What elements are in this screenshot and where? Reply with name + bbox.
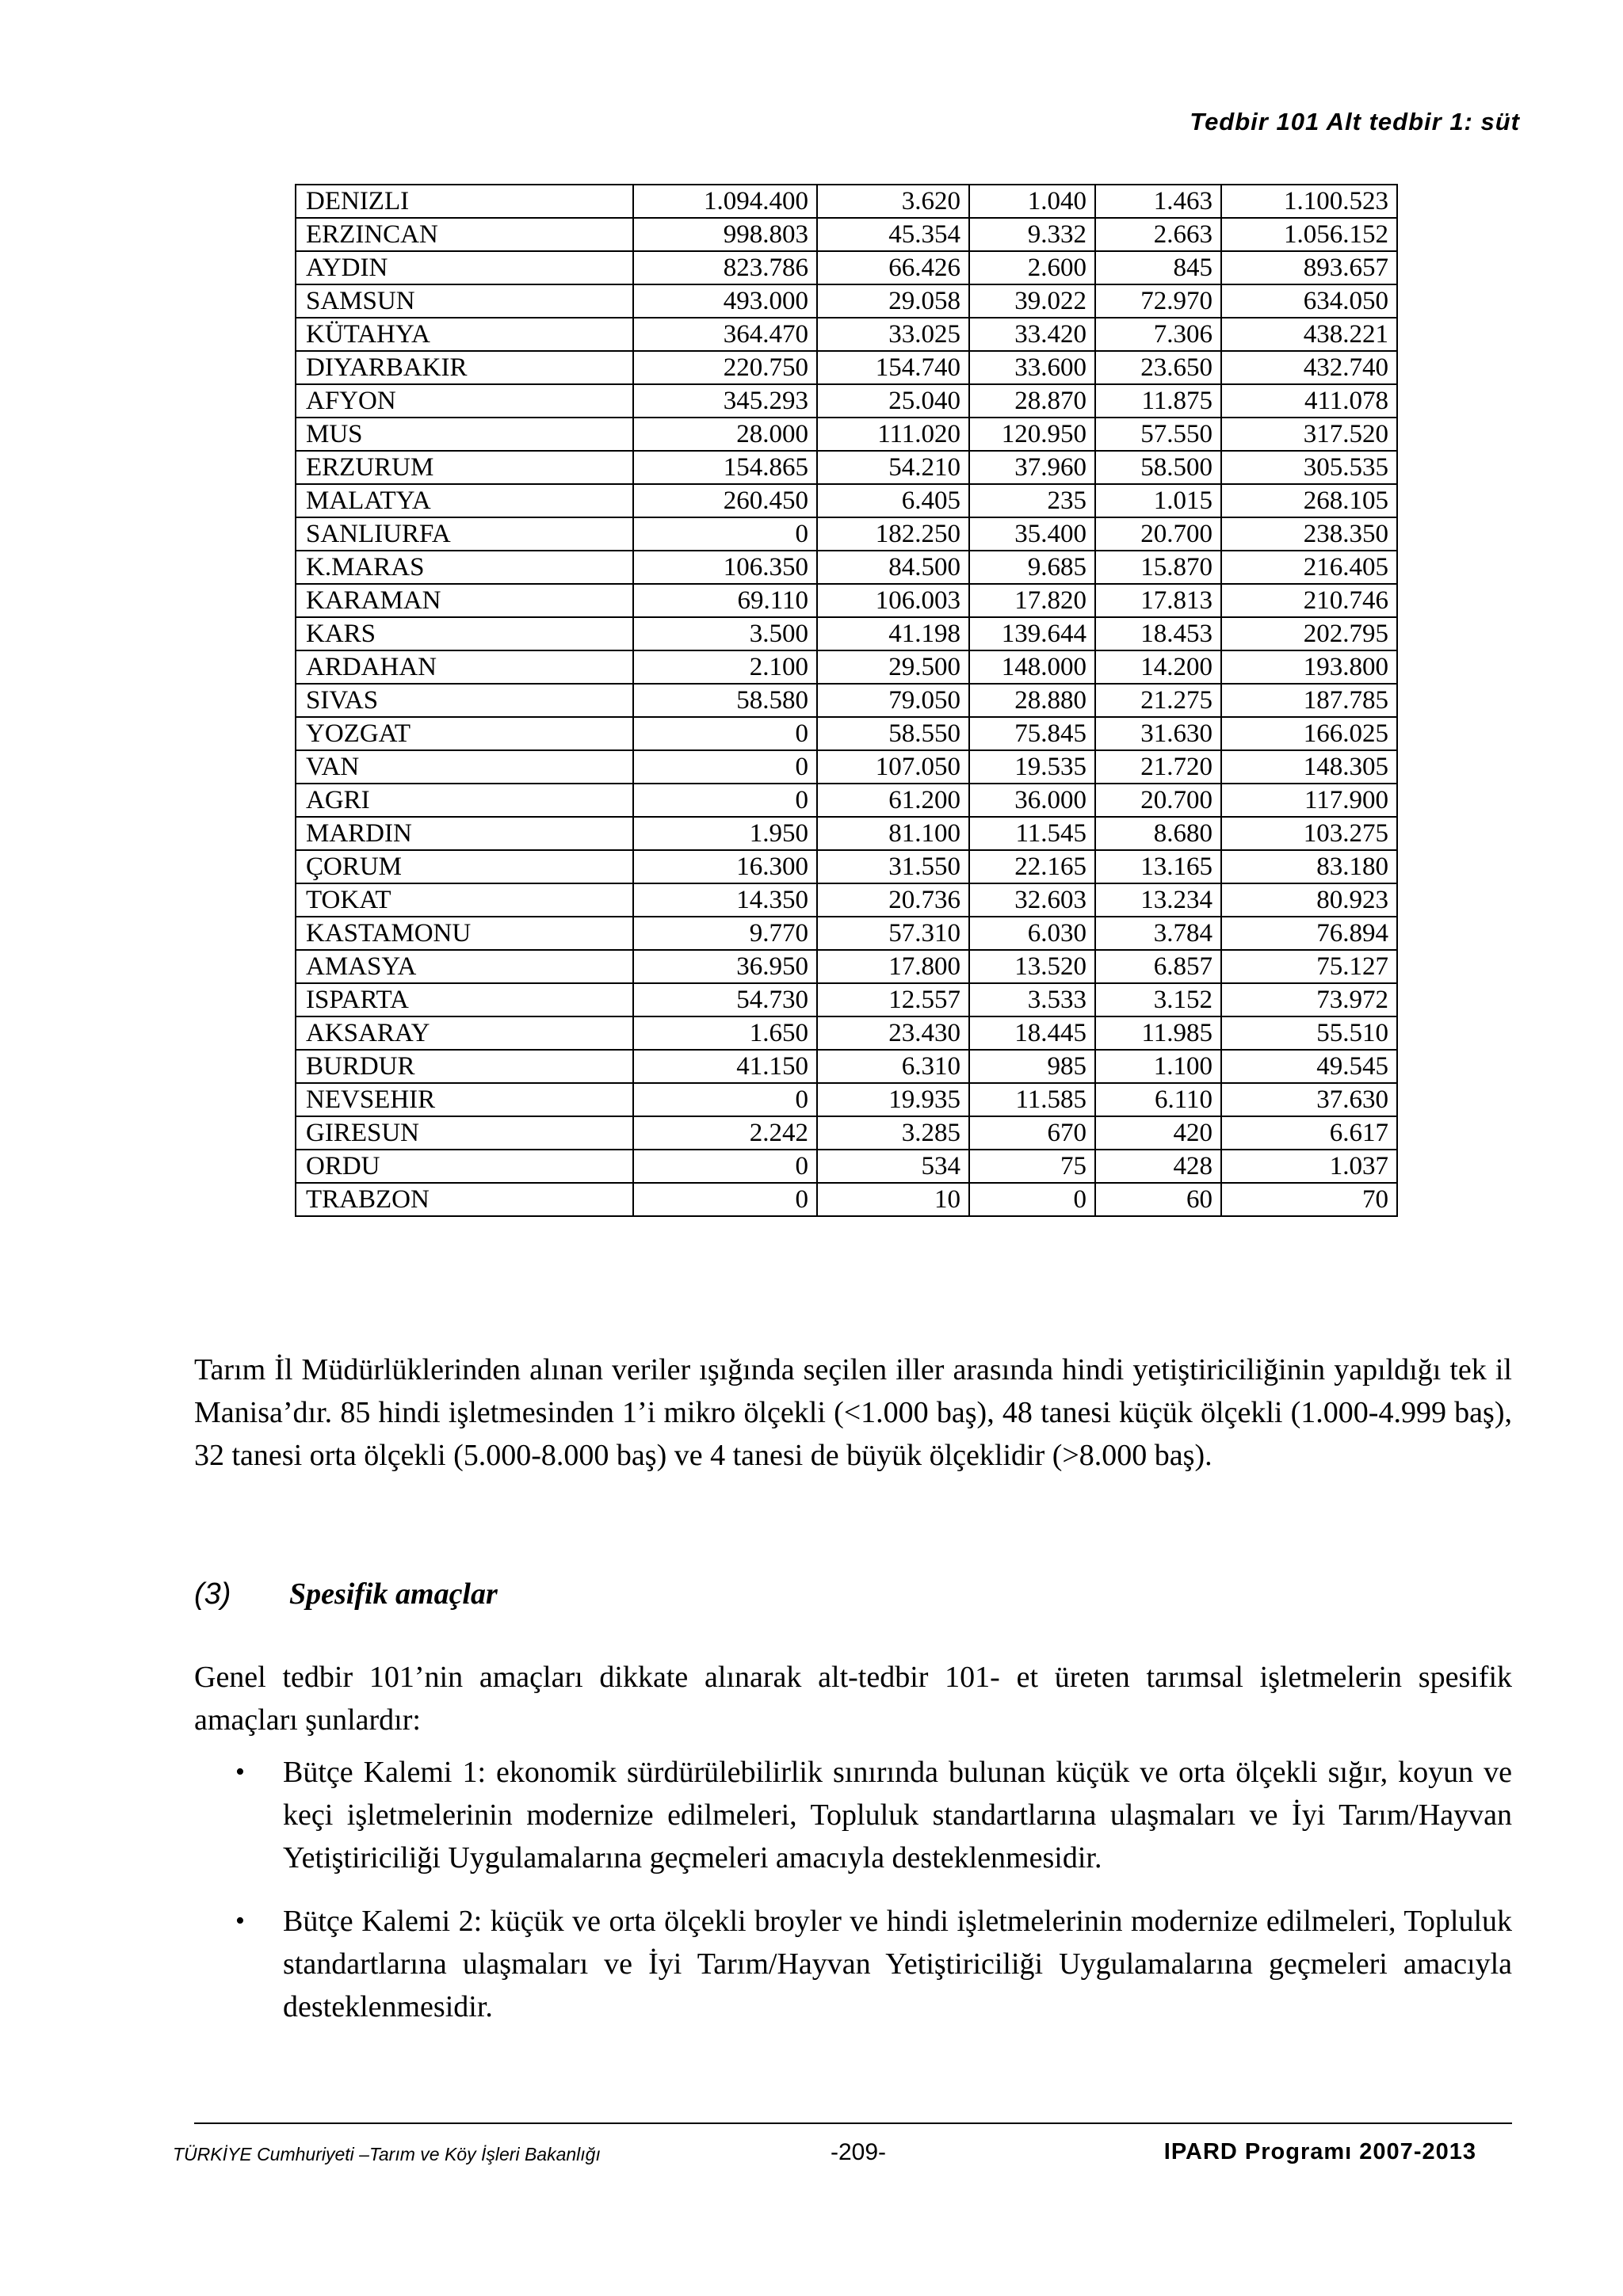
table-row [296,318,1397,351]
table-row [296,883,1397,917]
value-cell: 3.152 [1095,983,1221,1016]
value-cell: 1.094.400 [633,185,817,218]
value-cell: 985 [969,1050,1095,1083]
value-cell: 45.354 [817,218,969,251]
value-cell: 182.250 [817,517,969,551]
value-cell: 432.740 [1221,351,1397,384]
value-cell: 16.300 [633,850,817,883]
value-cell: 39.022 [969,284,1095,318]
value-cell: 54.210 [817,451,969,484]
value-cell: 0 [633,1183,817,1216]
province-cell: MARDIN [296,817,633,850]
value-cell: 9.685 [969,551,1095,584]
value-cell: 32.603 [969,883,1095,917]
table-row [296,1016,1397,1050]
value-cell: 60 [1095,1183,1221,1216]
province-cell: KARAMAN [296,584,633,617]
province-cell: MALATYA [296,484,633,517]
value-cell: 13.165 [1095,850,1221,883]
value-cell: 6.030 [969,917,1095,950]
value-cell: 76.894 [1221,917,1397,950]
value-cell: 3.533 [969,983,1095,1016]
province-cell: SIVAS [296,684,633,717]
value-cell: 148.305 [1221,750,1397,784]
value-cell: 106.003 [817,584,969,617]
value-cell: 58.550 [817,717,969,750]
value-cell: 0 [633,750,817,784]
value-cell: 80.923 [1221,883,1397,917]
value-cell: 1.650 [633,1016,817,1050]
table-row [296,617,1397,650]
value-cell: 411.078 [1221,384,1397,418]
table-row [296,1116,1397,1150]
value-cell: 0 [633,1150,817,1183]
value-cell: 893.657 [1221,251,1397,284]
province-cell: AYDIN [296,251,633,284]
province-cell: KARS [296,617,633,650]
value-cell: 33.420 [969,318,1095,351]
list-item [194,1751,1512,1879]
table-row [296,817,1397,850]
value-cell: 31.630 [1095,717,1221,750]
value-cell: 3.285 [817,1116,969,1150]
table-row [296,484,1397,517]
value-cell: 84.500 [817,551,969,584]
value-cell: 37.960 [969,451,1095,484]
province-cell: SANLIURFA [296,517,633,551]
value-cell: 49.545 [1221,1050,1397,1083]
value-cell: 0 [633,717,817,750]
province-cell: KASTAMONU [296,917,633,950]
value-cell: 139.644 [969,617,1095,650]
value-cell: 260.450 [633,484,817,517]
value-cell: 17.820 [969,584,1095,617]
value-cell: 33.600 [969,351,1095,384]
value-cell: 33.025 [817,318,969,351]
value-cell: 120.950 [969,418,1095,451]
table-row [296,750,1397,784]
province-cell: ORDU [296,1150,633,1183]
value-cell: 18.445 [969,1016,1095,1050]
value-cell: 998.803 [633,218,817,251]
value-cell: 438.221 [1221,318,1397,351]
table-row [296,1083,1397,1116]
value-cell: 23.650 [1095,351,1221,384]
value-cell: 23.430 [817,1016,969,1050]
objectives-list [194,1751,1512,2049]
list-item [194,1900,1512,2028]
value-cell: 238.350 [1221,517,1397,551]
province-cell: AKSARAY [296,1016,633,1050]
value-cell: 1.463 [1095,185,1221,218]
value-cell: 1.040 [969,185,1095,218]
value-cell: 0 [969,1183,1095,1216]
value-cell: 154.740 [817,351,969,384]
section-title: Spesifik amaçlar [288,1577,498,1611]
province-cell: K.MARAS [296,551,633,584]
value-cell: 534 [817,1150,969,1183]
value-cell: 19.535 [969,750,1095,784]
bullet-icon: • [235,1757,245,1787]
province-cell: ARDAHAN [296,650,633,684]
value-cell: 57.310 [817,917,969,950]
value-cell: 12.557 [817,983,969,1016]
value-cell: 18.453 [1095,617,1221,650]
table-row [296,218,1397,251]
province-cell: ÇORUM [296,850,633,883]
value-cell: 20.736 [817,883,969,917]
page-number: -209- [831,2139,887,2165]
value-cell: 58.580 [633,684,817,717]
value-cell: 66.426 [817,251,969,284]
table-body [296,185,1397,1216]
value-cell: 1.037 [1221,1150,1397,1183]
paragraph-turkey-breeding: Tarım İl Müdürlüklerinden alınan veriler ışığında seçilen iller arasında hindi yetiştiriciliğinin yapıldığı tek il Manisa’dır. 85 hindi işletmesinden 1’i mikro ölçekli (<1.000 baş), 48 tanesi küçük ölçekli (1.000-4.999 baş), 32 tanesi orta ölçekli (5.000-8.000 baş) ve 4 tanesi de büyük ölçeklidir (>8.000 baş). [194,1353,1512,1472]
value-cell: 54.730 [633,983,817,1016]
table-row [296,584,1397,617]
value-cell: 364.470 [633,318,817,351]
value-cell: 20.700 [1095,517,1221,551]
value-cell: 268.105 [1221,484,1397,517]
value-cell: 3.784 [1095,917,1221,950]
bullet-icon: • [235,1906,245,1936]
table-row [296,351,1397,384]
value-cell: 845 [1095,251,1221,284]
value-cell: 28.870 [969,384,1095,418]
table-row [296,284,1397,318]
table-row [296,950,1397,983]
table-row [296,384,1397,418]
table-row [296,684,1397,717]
value-cell: 31.550 [817,850,969,883]
value-cell: 20.700 [1095,784,1221,817]
value-cell: 148.000 [969,650,1095,684]
value-cell: 210.746 [1221,584,1397,617]
value-cell: 57.550 [1095,418,1221,451]
value-cell: 11.585 [969,1083,1095,1116]
value-cell: 36.000 [969,784,1095,817]
value-cell: 1.100 [1095,1050,1221,1083]
paragraph-objectives-intro: Genel tedbir 101’nin amaçları dikkate alınarak alt-tedbir 101- et üreten tarımsal işletmelerin spesifik amaçları şunlardır: [194,1661,1512,1737]
province-cell: AGRI [296,784,633,817]
province-cell: KÜTAHYA [296,318,633,351]
footer-divider [194,2122,1512,2124]
table-row [296,1150,1397,1183]
value-cell: 8.680 [1095,817,1221,850]
value-cell: 17.800 [817,950,969,983]
province-cell: NEVSEHIR [296,1083,633,1116]
value-cell: 111.020 [817,418,969,451]
table-row [296,784,1397,817]
value-cell: 6.405 [817,484,969,517]
province-cell: MUS [296,418,633,451]
value-cell: 29.500 [817,650,969,684]
value-cell: 19.935 [817,1083,969,1116]
value-cell: 10 [817,1183,969,1216]
value-cell: 235 [969,484,1095,517]
province-cell: AMASYA [296,950,633,983]
value-cell: 75 [969,1150,1095,1183]
province-cell: DENIZLI [296,185,633,218]
province-cell: YOZGAT [296,717,633,750]
value-cell: 317.520 [1221,418,1397,451]
value-cell: 21.720 [1095,750,1221,784]
value-cell: 9.332 [969,218,1095,251]
value-cell: 1.950 [633,817,817,850]
table-row [296,917,1397,950]
value-cell: 166.025 [1221,717,1397,750]
value-cell: 22.165 [969,850,1095,883]
province-cell: GIRESUN [296,1116,633,1150]
province-cell: ERZURUM [296,451,633,484]
section-number: (3) [194,1577,231,1611]
value-cell: 420 [1095,1116,1221,1150]
value-cell: 1.100.523 [1221,185,1397,218]
value-cell: 1.056.152 [1221,218,1397,251]
value-cell: 41.150 [633,1050,817,1083]
value-cell: 15.870 [1095,551,1221,584]
value-cell: 75.127 [1221,950,1397,983]
footer-program: IPARD Programı 2007-2013 [1163,2139,1476,2164]
value-cell: 0 [633,1083,817,1116]
value-cell: 2.242 [633,1116,817,1150]
value-cell: 6.310 [817,1050,969,1083]
table-row [296,451,1397,484]
province-cell: ISPARTA [296,983,633,1016]
table-row [296,717,1397,750]
value-cell: 11.985 [1095,1016,1221,1050]
value-cell: 14.350 [633,883,817,917]
value-cell: 81.100 [817,817,969,850]
table-row [296,650,1397,684]
value-cell: 2.663 [1095,218,1221,251]
list-item-text: Bütçe Kalemi 2: küçük ve orta ölçekli broyler ve hindi işletmelerinin modernize edilmeleri, Topluluk standartlarına ulaşmaları ve İyi Tarım/Hayvan Yetiştiriciliği Uygulamalarına geçmeleri amacıyla desteklenmesidir. [283,1905,1512,2023]
province-cell: SAMSUN [296,284,633,318]
value-cell: 55.510 [1221,1016,1397,1050]
value-cell: 41.198 [817,617,969,650]
table-row [296,1183,1397,1216]
table-row [296,251,1397,284]
value-cell: 70 [1221,1183,1397,1216]
province-cell: BURDUR [296,1050,633,1083]
value-cell: 634.050 [1221,284,1397,318]
province-cell: ERZINCAN [296,218,633,251]
value-cell: 28.000 [633,418,817,451]
page-header: Tedbir 101 Alt tedbir 1: süt [1190,108,1520,135]
value-cell: 2.600 [969,251,1095,284]
value-cell: 0 [633,517,817,551]
value-cell: 37.630 [1221,1083,1397,1116]
value-cell: 7.306 [1095,318,1221,351]
value-cell: 1.015 [1095,484,1221,517]
value-cell: 107.050 [817,750,969,784]
value-cell: 75.845 [969,717,1095,750]
value-cell: 61.200 [817,784,969,817]
value-cell: 9.770 [633,917,817,950]
value-cell: 345.293 [633,384,817,418]
table-row [296,517,1397,551]
value-cell: 6.110 [1095,1083,1221,1116]
value-cell: 3.620 [817,185,969,218]
table-row [296,983,1397,1016]
value-cell: 69.110 [633,584,817,617]
value-cell: 0 [633,784,817,817]
value-cell: 428 [1095,1150,1221,1183]
table-row [296,1050,1397,1083]
province-data-table [295,184,1398,1217]
value-cell: 103.275 [1221,817,1397,850]
section-heading [194,1577,498,1611]
value-cell: 202.795 [1221,617,1397,650]
value-cell: 670 [969,1116,1095,1150]
table-row [296,850,1397,883]
value-cell: 11.875 [1095,384,1221,418]
value-cell: 29.058 [817,284,969,318]
value-cell: 305.535 [1221,451,1397,484]
value-cell: 493.000 [633,284,817,318]
province-cell: DIYARBAKIR [296,351,633,384]
value-cell: 58.500 [1095,451,1221,484]
table-row [296,551,1397,584]
value-cell: 36.950 [633,950,817,983]
value-cell: 21.275 [1095,684,1221,717]
value-cell: 79.050 [817,684,969,717]
value-cell: 154.865 [633,451,817,484]
value-cell: 106.350 [633,551,817,584]
value-cell: 14.200 [1095,650,1221,684]
list-item-text: Bütçe Kalemi 1: ekonomik sürdürülebilirlik sınırında bulunan küçük ve orta ölçekli sığır, koyun ve keçi işletmelerinin modernize edilmeleri, Topluluk standartlarına ulaşmaları ve İyi Tarım/Hayvan Yetiştiriciliği Uygulamalarına geçmeleri amacıyla desteklenmesidir. [283,1756,1512,1875]
value-cell: 17.813 [1095,584,1221,617]
value-cell: 13.234 [1095,883,1221,917]
table-row [296,418,1397,451]
value-cell: 6.857 [1095,950,1221,983]
value-cell: 193.800 [1221,650,1397,684]
footer-ministry: TÜRKİYE Cumhuriyeti –Tarım ve Köy İşleri Bakanlığı [173,2144,601,2164]
value-cell: 35.400 [969,517,1095,551]
value-cell: 2.100 [633,650,817,684]
value-cell: 6.617 [1221,1116,1397,1150]
value-cell: 117.900 [1221,784,1397,817]
value-cell: 3.500 [633,617,817,650]
province-cell: TRABZON [296,1183,633,1216]
table-row [296,185,1397,218]
value-cell: 13.520 [969,950,1095,983]
value-cell: 187.785 [1221,684,1397,717]
province-cell: AFYON [296,384,633,418]
value-cell: 823.786 [633,251,817,284]
value-cell: 216.405 [1221,551,1397,584]
province-cell: TOKAT [296,883,633,917]
value-cell: 83.180 [1221,850,1397,883]
province-cell: VAN [296,750,633,784]
value-cell: 11.545 [969,817,1095,850]
value-cell: 73.972 [1221,983,1397,1016]
value-cell: 28.880 [969,684,1095,717]
value-cell: 25.040 [817,384,969,418]
value-cell: 72.970 [1095,284,1221,318]
value-cell: 220.750 [633,351,817,384]
